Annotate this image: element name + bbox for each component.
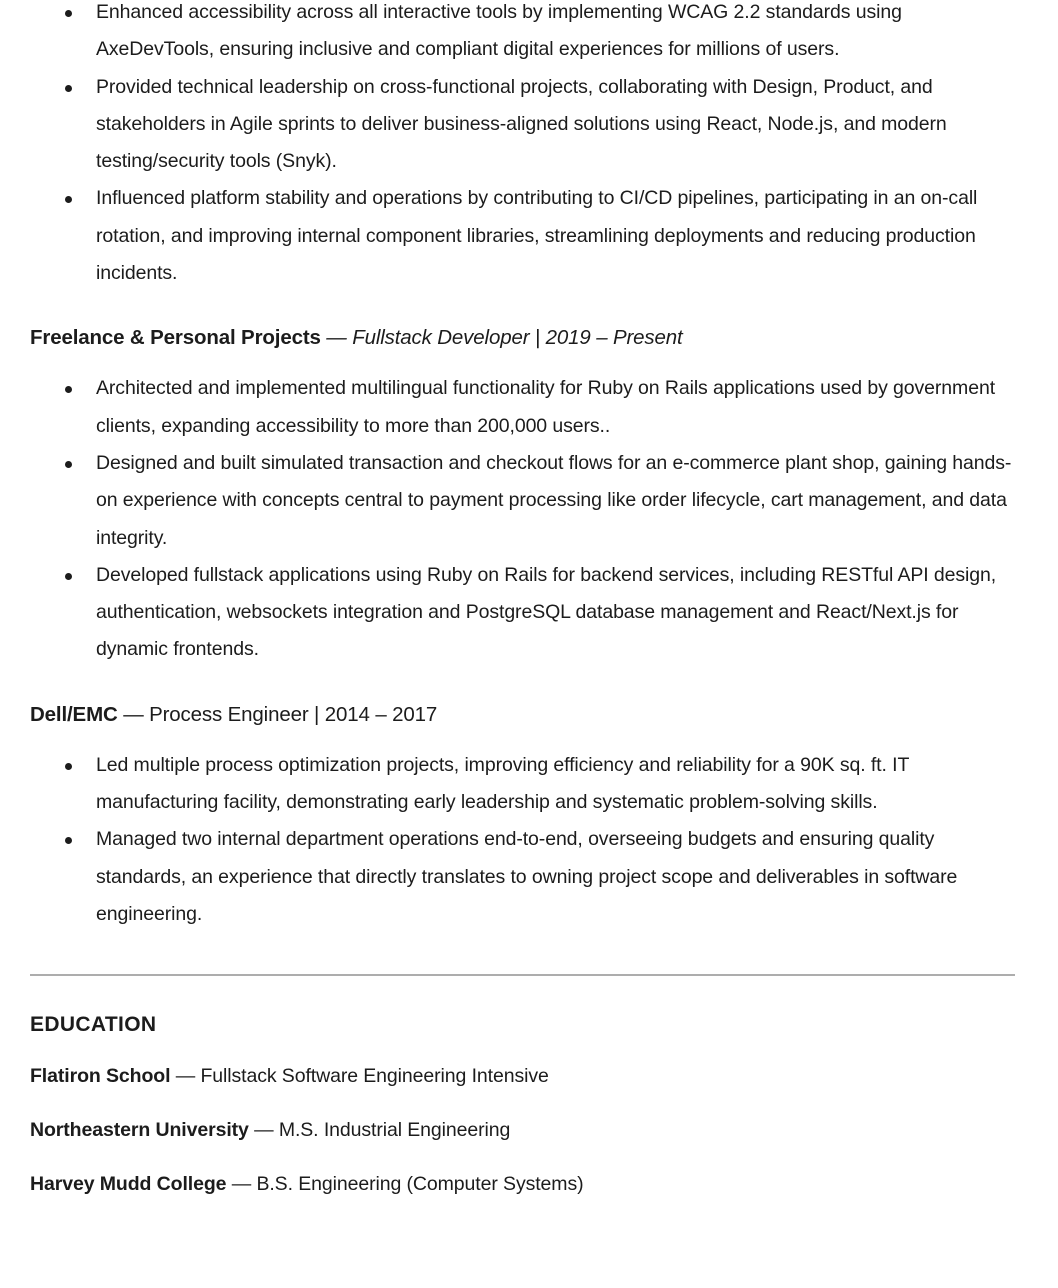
- list-item: Developed fullstack applications using Ruby on Rails for backend services, including RESTful API design, authentication, websockets integration and PostgreSQL database management and React/Next.js for dynamic frontends.: [30, 557, 1018, 669]
- job-role-dates: — Process Engineer | 2014 – 2017: [117, 702, 438, 726]
- list-item: Architected and implemented multilingual functionality for Ruby on Rails applications used by government clients, expanding accessibility to more than 200,000 users..: [30, 370, 1018, 445]
- list-item: [30, 1117, 1018, 1143]
- job-header-freelance: [30, 323, 1018, 353]
- education-program: — M.S. Industrial Engineering: [248, 1119, 511, 1142]
- list-item: Led multiple process optimization projects, improving efficiency and reliability for a 90K sq. ft. IT manufacturing facility, demonstrating early leadership and systematic problem-solving skills.: [30, 747, 1018, 822]
- section-divider: [30, 974, 1015, 976]
- list-item: Designed and built simulated transaction and checkout flows for an e-commerce plant shop, gaining hands-on experience with concepts central to payment processing like order lifecycle, cart management, and data integrity.: [30, 445, 1018, 557]
- experience-continued-bullet-list: [30, 0, 1018, 292]
- education-program: — B.S. Engineering (Computer Systems): [226, 1173, 584, 1196]
- education-school: Harvey Mudd College: [30, 1173, 227, 1196]
- list-item: Influenced platform stability and operations by contributing to CI/CD pipelines, participating in an on-call rotation, and improving internal component libraries, streamlining deployments and reducing production incidents.: [30, 180, 1018, 292]
- list-item: [30, 1063, 1018, 1089]
- education-school: Northeastern University: [30, 1119, 249, 1142]
- list-item: Managed two internal department operations end-to-end, overseeing budgets and ensuring quality standards, an experience that directly translates to owning project scope and deliverables in software engineering.: [30, 821, 1018, 933]
- job-header-dell-emc: [30, 700, 1018, 730]
- education-program: — Fullstack Software Engineering Intensive: [170, 1065, 549, 1088]
- education-school: Flatiron School: [30, 1065, 171, 1088]
- dell-emc-bullet-list: [30, 747, 1018, 933]
- list-item: Provided technical leadership on cross-functional projects, collaborating with Design, Product, and stakeholders in Agile sprints to deliver business-aligned solutions using React, Node.js, and modern testing/security tools (Snyk).: [30, 69, 1018, 181]
- job-organization: Freelance & Personal Projects: [30, 326, 321, 350]
- job-role-dates: — Fullstack Developer | 2019 – Present: [320, 326, 683, 350]
- education-list: [30, 1063, 1018, 1197]
- section-heading-education: EDUCATION: [30, 1013, 157, 1037]
- freelance-bullet-list: [30, 370, 1018, 668]
- list-item: [30, 1171, 1018, 1197]
- list-item: Enhanced accessibility across all interactive tools by implementing WCAG 2.2 standards using AxeDevTools, ensuring inclusive and compliant digital experiences for millions of users.: [30, 0, 1018, 69]
- job-organization: Dell/EMC: [30, 702, 118, 726]
